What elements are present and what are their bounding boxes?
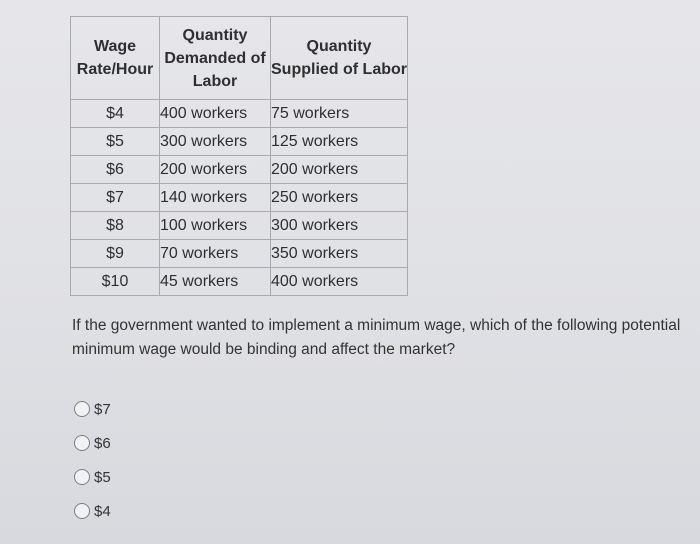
- question-text: If the government wanted to implement a minimum wage, which of the following potential minimum wage would be binding and affect the market?: [72, 317, 681, 358]
- wage-cell: $10: [71, 268, 160, 296]
- wage-cell: $6: [71, 156, 160, 184]
- header-line: Rate/Hour: [76, 61, 154, 78]
- supplied-cell: 400 workers: [271, 268, 408, 296]
- header-line: Supplied of Labor: [271, 61, 407, 78]
- header-quantity-supplied: [271, 17, 408, 100]
- wage-cell: $5: [71, 128, 160, 156]
- supplied-cell: 75 workers: [271, 100, 408, 128]
- option-label: $4: [94, 502, 111, 520]
- supplied-cell: 200 workers: [271, 156, 408, 184]
- table-row: [71, 240, 408, 268]
- header-line: Quantity: [182, 26, 248, 44]
- wage-cell: $4: [71, 100, 160, 128]
- table-row: [71, 184, 408, 212]
- demanded-cell: 200 workers: [160, 156, 271, 184]
- wage-cell: $9: [71, 240, 160, 268]
- supplied-cell: 350 workers: [271, 240, 408, 268]
- header-wage-rate: [71, 17, 160, 100]
- radio-button[interactable]: [74, 503, 90, 519]
- table-row: [71, 212, 408, 240]
- answer-option-4[interactable]: [74, 494, 111, 528]
- radio-button[interactable]: [74, 401, 90, 417]
- table-row: [71, 128, 408, 156]
- header-quantity-demanded: [160, 17, 271, 100]
- supplied-cell: 125 workers: [271, 128, 408, 156]
- answer-option-6[interactable]: [74, 426, 111, 460]
- answer-option-5[interactable]: [74, 460, 111, 494]
- option-label: $6: [94, 434, 111, 452]
- answer-option-7[interactable]: [74, 392, 111, 426]
- header-line: Wage: [93, 38, 137, 55]
- demanded-cell: 300 workers: [160, 128, 271, 156]
- demanded-cell: 70 workers: [160, 240, 271, 268]
- header-line: Labor: [192, 72, 238, 90]
- labor-market-table: [70, 16, 408, 296]
- radio-button[interactable]: [74, 469, 90, 485]
- demanded-cell: 100 workers: [160, 212, 271, 240]
- wage-cell: $7: [71, 184, 160, 212]
- wage-cell: $8: [71, 212, 160, 240]
- answer-options: [74, 392, 111, 528]
- supplied-cell: 250 workers: [271, 184, 408, 212]
- demanded-cell: 400 workers: [160, 100, 271, 128]
- header-line: Quantity: [306, 38, 372, 55]
- option-label: $7: [94, 400, 111, 418]
- table-row: [71, 268, 408, 296]
- table-row: [71, 100, 408, 128]
- demanded-cell: 45 workers: [160, 268, 271, 296]
- table-header-row: [71, 17, 408, 100]
- supplied-cell: 300 workers: [271, 212, 408, 240]
- table-row: [71, 156, 408, 184]
- header-line: Demanded of: [164, 49, 266, 67]
- option-label: $5: [94, 468, 111, 486]
- radio-button[interactable]: [74, 435, 90, 451]
- demanded-cell: 140 workers: [160, 184, 271, 212]
